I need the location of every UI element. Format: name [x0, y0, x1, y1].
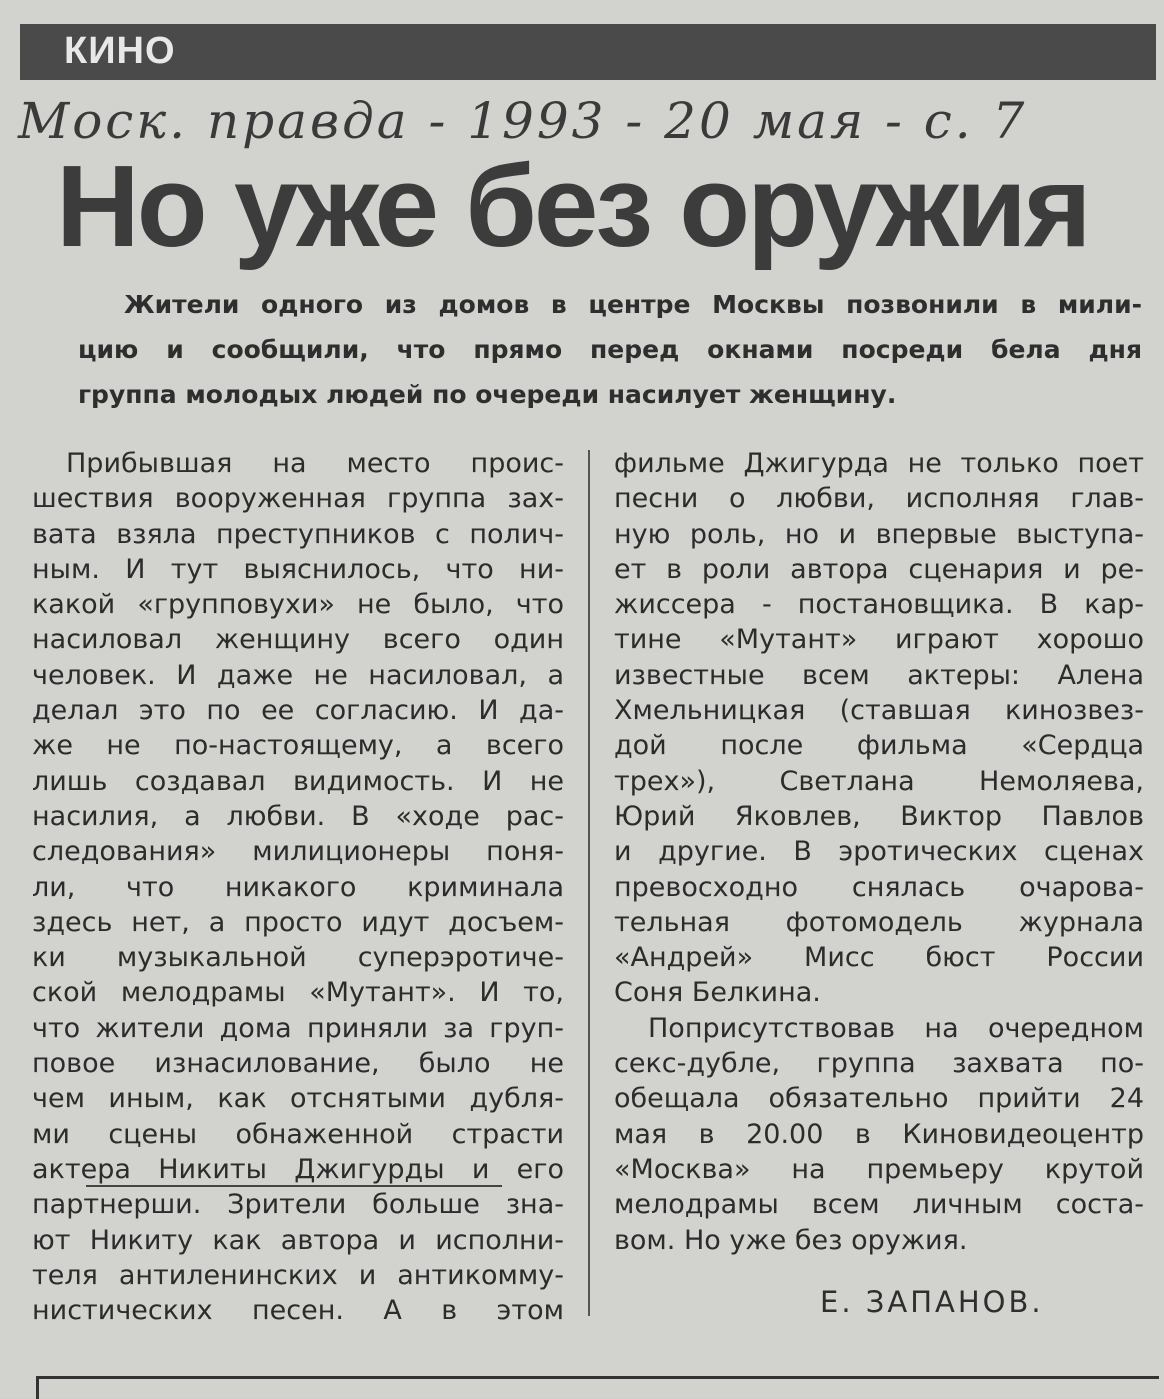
- body-line: и другие. В эротических сценах: [614, 836, 1144, 868]
- body-line: насилия, а любви. В «ходе рас-: [32, 800, 564, 832]
- body-line: теля антиленинских и антикомму-: [32, 1259, 564, 1291]
- body-line: Соня Белкина.: [614, 977, 821, 1009]
- body-line: фильме Джигурда не только поет: [614, 448, 1144, 479]
- body-line: ют Никиту как автора и исполни-: [32, 1224, 564, 1256]
- body-line: Поприсутствовав на очередном: [648, 1012, 1144, 1044]
- body-line: партнерши. Зрители больше зна-: [32, 1189, 564, 1221]
- body-line: повое изнасилование, было не: [32, 1048, 564, 1080]
- body-line: ли, что никакого криминала: [32, 871, 564, 903]
- body-line: ки музыкальной суперэротиче-: [32, 942, 564, 974]
- body-line: актера Никиты Джигурды и его: [32, 1153, 564, 1185]
- body-line: песни о любви, исполняя глав-: [614, 483, 1144, 515]
- body-line: что жители дома приняли за груп-: [32, 1012, 564, 1044]
- column-divider: [588, 450, 590, 1316]
- pen-underline: [86, 1185, 502, 1187]
- body-line: «Москва» на премьеру крутой: [614, 1153, 1144, 1185]
- clipping-bottom-frame: [36, 1376, 1159, 1399]
- lead-line: цию и сообщили, что прямо перед окнами посреди бела дня: [78, 335, 1142, 364]
- body-line: ным. И тут выяснилось, что ни-: [32, 553, 564, 585]
- body-line: вата взяла преступников с полич-: [32, 518, 564, 550]
- body-line: вом. Но уже без оружия.: [614, 1224, 968, 1256]
- body-line: ет в роли автора сценария и ре-: [614, 553, 1144, 585]
- body-column-left: [32, 446, 564, 1328]
- body-line: тельная фотомодель журнала: [614, 906, 1144, 938]
- body-line: человек. И даже не насиловал, а: [32, 659, 564, 691]
- body-line: тине «Мутант» играют хорошо: [614, 624, 1144, 656]
- body-line: Прибывшая на место проис-: [66, 448, 564, 479]
- body-line: обещала обязательно прийти 24: [614, 1083, 1144, 1115]
- body-column-right: [614, 446, 1144, 1258]
- body-line: трех»), Светлана Немоляева,: [614, 765, 1144, 797]
- body-line: известные всем актеры: Алена: [614, 659, 1144, 691]
- body-line: ную роль, но и впервые выступа-: [614, 518, 1144, 550]
- body-line: шествия вооруженная группа зах-: [32, 483, 564, 515]
- handwritten-source-note: Моск. правда - 1993 - 20 мая - с. 7: [18, 92, 1028, 150]
- author-byline: Е. ЗАПАНОВ.: [820, 1285, 1044, 1319]
- lead-line: группа молодых людей по очереди насилует женщину.: [78, 380, 897, 409]
- lead-paragraph: [78, 282, 1142, 417]
- body-line: Юрий Яковлев, Виктор Павлов: [614, 800, 1144, 832]
- body-line: ми сцены обнаженной страсти: [32, 1118, 564, 1150]
- body-line: мая в 20.00 в Киновидеоцентр: [614, 1118, 1144, 1150]
- body-line: чем иным, как отснятыми дубля-: [32, 1083, 564, 1115]
- body-line: жиссера - постановщика. В кар-: [614, 589, 1144, 621]
- body-line: следования» милиционеры поня-: [32, 836, 564, 868]
- rubric-label: КИНО: [64, 30, 176, 72]
- body-line: же не по-настоящему, а всего: [32, 730, 564, 762]
- body-line: ской мелодрамы «Мутант». И то,: [32, 977, 564, 1009]
- body-line: Хмельницкая (ставшая кинозвез-: [614, 695, 1144, 727]
- body-line: превосходно снялась очарова-: [614, 871, 1144, 903]
- body-line: нистических песен. А в этом: [32, 1295, 564, 1327]
- body-line: делал это по ее согласию. И да-: [32, 695, 564, 727]
- body-line: мелодрамы всем личным соста-: [614, 1189, 1144, 1221]
- body-line: секс-дубле, группа захвата по-: [614, 1048, 1144, 1080]
- body-line: здесь нет, а просто идут досъем-: [32, 906, 564, 938]
- body-line: «Андрей» Мисс бюст России: [614, 942, 1144, 974]
- body-line: лишь создавал видимость. И не: [32, 765, 564, 797]
- rubric-bar: [20, 24, 1156, 80]
- lead-line: Жители одного из домов в центре Москвы позвонили в мили-: [124, 290, 1142, 319]
- headline: Но уже без оружия: [56, 141, 1089, 271]
- body-line: насиловал женщину всего один: [32, 624, 564, 656]
- body-line: какой «групповухи» не было, что: [32, 589, 564, 621]
- body-line: дой после фильма «Сердца: [614, 730, 1144, 762]
